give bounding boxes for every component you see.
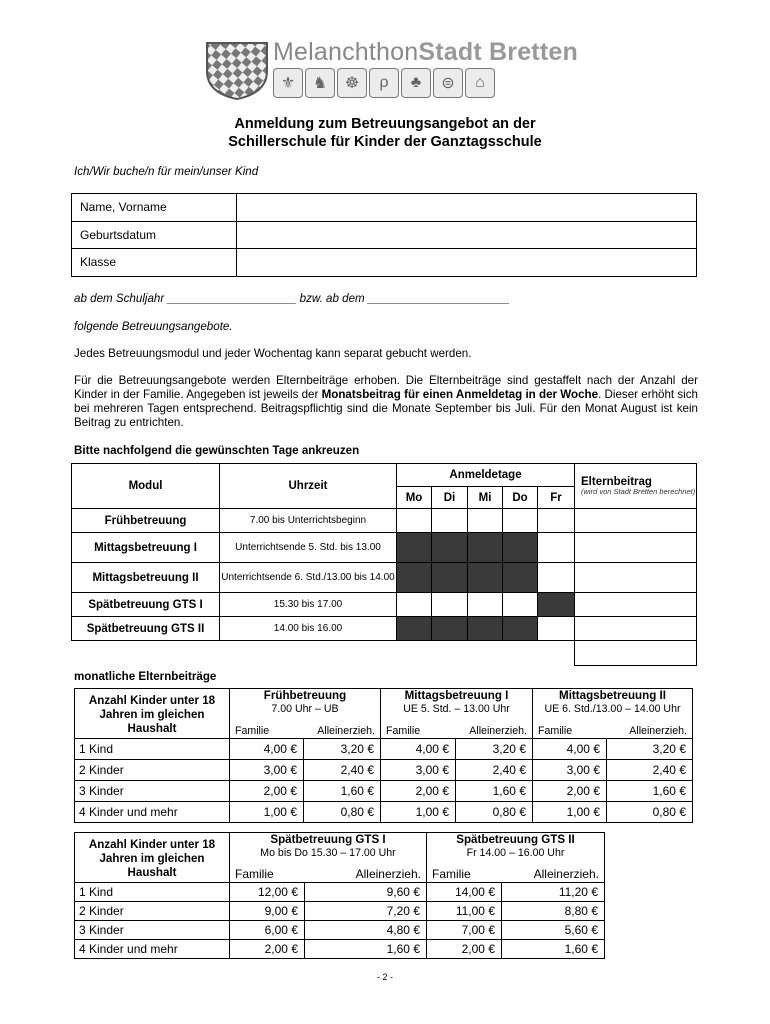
- booking-row: [72, 593, 697, 617]
- schuljahr-line[interactable]: ab dem Schuljahr ____________________ bzw. ab dem ______________________: [74, 292, 510, 305]
- day-checkbox-fr[interactable]: [538, 563, 575, 593]
- fee-value: 1,00 €: [381, 802, 456, 823]
- fee-row: [75, 802, 693, 823]
- elternbeitrag-cell: [575, 533, 697, 563]
- page-title: Anmeldung zum Betreuungsangebot an der Schillerschule für Kinder der Ganztagsschule: [228, 116, 542, 150]
- fee-value: 5,60 €: [502, 921, 605, 940]
- kinder-label: 1 Kind: [75, 739, 230, 760]
- sub-familie: Familie: [235, 867, 274, 882]
- fee-value: 1,00 €: [533, 802, 607, 823]
- booking-row: [72, 509, 697, 533]
- fee-value: 1,60 €: [304, 781, 381, 802]
- fee-row: [75, 781, 693, 802]
- letter-p-icon: ρ: [369, 68, 399, 98]
- day-header: Mi: [468, 487, 503, 509]
- fee-value: 0,80 €: [304, 802, 381, 823]
- day-checkbox-do: [503, 533, 538, 563]
- day-header: Di: [432, 487, 468, 509]
- day-checkbox-di: [432, 617, 468, 641]
- fee-value: 9,00 €: [230, 902, 305, 921]
- booking-row: [72, 563, 697, 593]
- elternbeitrag-cell: [575, 593, 697, 617]
- day-checkbox-di[interactable]: [432, 509, 468, 533]
- fee-value: 1,00 €: [230, 802, 304, 823]
- fee-value: 2,40 €: [607, 760, 693, 781]
- day-checkbox-do: [503, 617, 538, 641]
- fee-row: [75, 921, 605, 940]
- modul-time: Unterrichtsende 6. Std./13.00 bis 14.00: [220, 563, 397, 593]
- day-header: Do: [503, 487, 538, 509]
- sub-allein: Alleinerzieh.: [317, 725, 375, 738]
- col-modul: Modul: [72, 464, 220, 509]
- day-checkbox-fr[interactable]: [538, 533, 575, 563]
- modul-name: Frühbetreuung: [72, 509, 220, 533]
- group-header: Mittagsbetreuung II UE 6. Std./13.00 – 14.00 Uhr: [533, 689, 693, 725]
- day-header: Mo: [397, 487, 432, 509]
- day-checkbox-fr[interactable]: [538, 509, 575, 533]
- fee-value: 6,00 €: [230, 921, 305, 940]
- sub-familie: Familie: [386, 725, 421, 738]
- fee-value: 2,00 €: [230, 940, 305, 959]
- kinder-label: 4 Kinder und mehr: [75, 940, 230, 959]
- fee-value: 3,00 €: [230, 760, 304, 781]
- modul-time: Unterrichtsende 5. Std. bis 13.00: [220, 533, 397, 563]
- modul-name: Mittagsbetreuung II: [72, 563, 220, 593]
- day-checkbox-fr[interactable]: [538, 617, 575, 641]
- sub-familie: Familie: [538, 725, 573, 738]
- fee-value: 0,80 €: [456, 802, 533, 823]
- fee-row: [75, 940, 605, 959]
- sub-allein: Alleinerzieh.: [629, 725, 687, 738]
- day-checkbox-mi: [468, 563, 503, 593]
- fee-value: 11,20 €: [502, 883, 605, 902]
- child-info-table: [71, 193, 697, 277]
- booking-row: [72, 533, 697, 563]
- col-elternbeitrag: Elternbeitrag (wird von Stadt Bretten berechnet): [575, 464, 697, 509]
- fee-value: 1,60 €: [305, 940, 427, 959]
- city-crest-icon: [205, 41, 269, 101]
- kinder-label: 3 Kinder: [75, 921, 230, 940]
- fee-value: 3,00 €: [533, 760, 607, 781]
- crest-icon: ⚜: [273, 68, 303, 98]
- sub-allein: Alleinerzieh.: [533, 867, 599, 882]
- brand-icons: [273, 68, 495, 98]
- animal-icon: ☸: [337, 68, 367, 98]
- fee-value: 1,60 €: [607, 781, 693, 802]
- day-header: Fr: [538, 487, 575, 509]
- bridge-icon: ⌂: [465, 68, 495, 98]
- fee-value: 0,80 €: [607, 802, 693, 823]
- fee-value: 3,20 €: [304, 739, 381, 760]
- fee-value: 2,00 €: [427, 940, 502, 959]
- booking-row: [72, 617, 697, 641]
- day-checkbox-mo: [397, 533, 432, 563]
- fee-value: 14,00 €: [427, 883, 502, 902]
- day-checkbox-mi: [468, 617, 503, 641]
- fees-table-1: [74, 688, 693, 823]
- day-checkbox-do[interactable]: [503, 509, 538, 533]
- fee-value: 4,00 €: [230, 739, 304, 760]
- fee-value: 12,00 €: [230, 883, 305, 902]
- modul-name: Spätbetreuung GTS II: [72, 617, 220, 641]
- fee-value: 3,20 €: [456, 739, 533, 760]
- fee-value: 1,60 €: [456, 781, 533, 802]
- sub-allein: Alleinerzieh.: [469, 725, 527, 738]
- fee-row: [75, 739, 693, 760]
- fee-value: 8,80 €: [502, 902, 605, 921]
- folgende-text: folgende Betreuungsangebote.: [74, 320, 233, 333]
- group-header: Frühbetreuung 7.00 Uhr – UB: [230, 689, 381, 725]
- day-checkbox-di: [432, 533, 468, 563]
- day-checkbox-mo[interactable]: [397, 509, 432, 533]
- anzahl-header: Anzahl Kinder unter 18 Jahren im gleichen Haushalt: [75, 689, 230, 739]
- elternbeitrag-cell: [575, 563, 697, 593]
- fee-value: 2,00 €: [533, 781, 607, 802]
- monthly-heading: monatliche Elternbeiträge: [74, 670, 217, 683]
- sub-familie: Familie: [432, 867, 471, 882]
- day-checkbox-mi[interactable]: [468, 509, 503, 533]
- col-anmeldetage: Anmeldetage: [397, 464, 575, 487]
- kinder-label: 3 Kinder: [75, 781, 230, 802]
- kinder-label: 2 Kinder: [75, 760, 230, 781]
- field-label: Klasse: [72, 249, 237, 277]
- day-checkbox-mo: [397, 563, 432, 593]
- intro-text: Ich/Wir buche/n für mein/unser Kind: [74, 165, 259, 178]
- horse-icon: ♞: [305, 68, 335, 98]
- modul-name: Spätbetreuung GTS I: [72, 593, 220, 617]
- modul-time: 14.00 bis 16.00: [220, 617, 397, 641]
- fee-value: 3,20 €: [607, 739, 693, 760]
- fee-value: 4,00 €: [381, 739, 456, 760]
- fee-row: [75, 883, 605, 902]
- field-label: Geburtsdatum: [72, 221, 237, 249]
- modul-time: 7.00 bis Unterrichtsbeginn: [220, 509, 397, 533]
- fee-value: 2,00 €: [230, 781, 304, 802]
- elternbeitrag-cell: [575, 617, 697, 641]
- fee-value: 2,40 €: [456, 760, 533, 781]
- elternbeitrag-cell: [575, 509, 697, 533]
- day-checkbox-mi: [468, 533, 503, 563]
- fee-value: 11,00 €: [427, 902, 502, 921]
- clover-icon: ♣: [401, 68, 431, 98]
- class-field[interactable]: [237, 249, 697, 277]
- fee-value: 9,60 €: [305, 883, 427, 902]
- fee-row: [75, 760, 693, 781]
- birthdate-field[interactable]: [237, 221, 697, 249]
- sub-allein: Alleinerzieh.: [355, 867, 421, 882]
- day-checkbox-mo: [397, 617, 432, 641]
- group-header: Mittagsbetreuung I UE 5. Std. – 13.00 Uhr: [381, 689, 533, 725]
- fees-table-2: [74, 832, 605, 959]
- elternbeitrag-total-cell: [575, 641, 697, 666]
- page-number: - 2 -: [376, 972, 393, 982]
- day-checkbox-mi[interactable]: [468, 593, 503, 617]
- day-checkbox-do: [503, 563, 538, 593]
- spacer: [72, 641, 575, 666]
- day-checkbox-mo[interactable]: [397, 593, 432, 617]
- day-checkbox-do[interactable]: [503, 593, 538, 617]
- kinder-label: 1 Kind: [75, 883, 230, 902]
- modul-name: Mittagsbetreuung I: [72, 533, 220, 563]
- group-header: Spätbetreuung GTS II Fr 14.00 – 16.00 Uhr: [427, 833, 605, 867]
- fee-value: 7,00 €: [427, 921, 502, 940]
- fee-value: 4,00 €: [533, 739, 607, 760]
- fee-value: 3,00 €: [381, 760, 456, 781]
- modul-time: 15.30 bis 17.00: [220, 593, 397, 617]
- booking-table: [71, 463, 697, 666]
- sub-familie: Familie: [235, 725, 270, 738]
- fee-value: 2,00 €: [381, 781, 456, 802]
- day-checkbox-di: [432, 563, 468, 593]
- coin-icon: ⊜: [433, 68, 463, 98]
- day-checkbox-di[interactable]: [432, 593, 468, 617]
- fee-row: [75, 902, 605, 921]
- booking-heading: Bitte nachfolgend die gewünschten Tage ankreuzen: [74, 444, 360, 457]
- kinder-label: 2 Kinder: [75, 902, 230, 921]
- name-field[interactable]: [237, 194, 697, 222]
- separat-text: Jedes Betreuungsmodul und jeder Wochentag kann separat gebucht werden.: [74, 347, 472, 360]
- day-checkbox-fr: [538, 593, 575, 617]
- kinder-label: 4 Kinder und mehr: [75, 802, 230, 823]
- fee-value: 7,20 €: [305, 902, 427, 921]
- col-uhrzeit: Uhrzeit: [220, 464, 397, 509]
- field-label: Name, Vorname: [72, 194, 237, 222]
- anzahl-header: Anzahl Kinder unter 18 Jahren im gleichen Haushalt: [75, 833, 230, 883]
- fee-value: 2,40 €: [304, 760, 381, 781]
- brand-title: MelanchthonStadt Bretten: [273, 38, 578, 66]
- fee-value: 4,80 €: [305, 921, 427, 940]
- fee-value: 1,60 €: [502, 940, 605, 959]
- fees-explanation: Für die Betreuungsangebote werden Elternbeiträge erhoben. Die Elternbeiträge sind gestaffelt nach der Anzahl der Kinder in der Familie. Angegeben ist jeweils der Monatsbeitrag für einen Anmeldetag in der Woche. Dieser erhöht sich bei mehreren Tagen entsprechend. Beitragspflichtig sind die Monate September bis Juli. Für den Monat August ist kein Beitrag zu entrichten.: [74, 374, 698, 429]
- group-header: Spätbetreuung GTS I Mo bis Do 15.30 – 17.00 Uhr: [230, 833, 427, 867]
